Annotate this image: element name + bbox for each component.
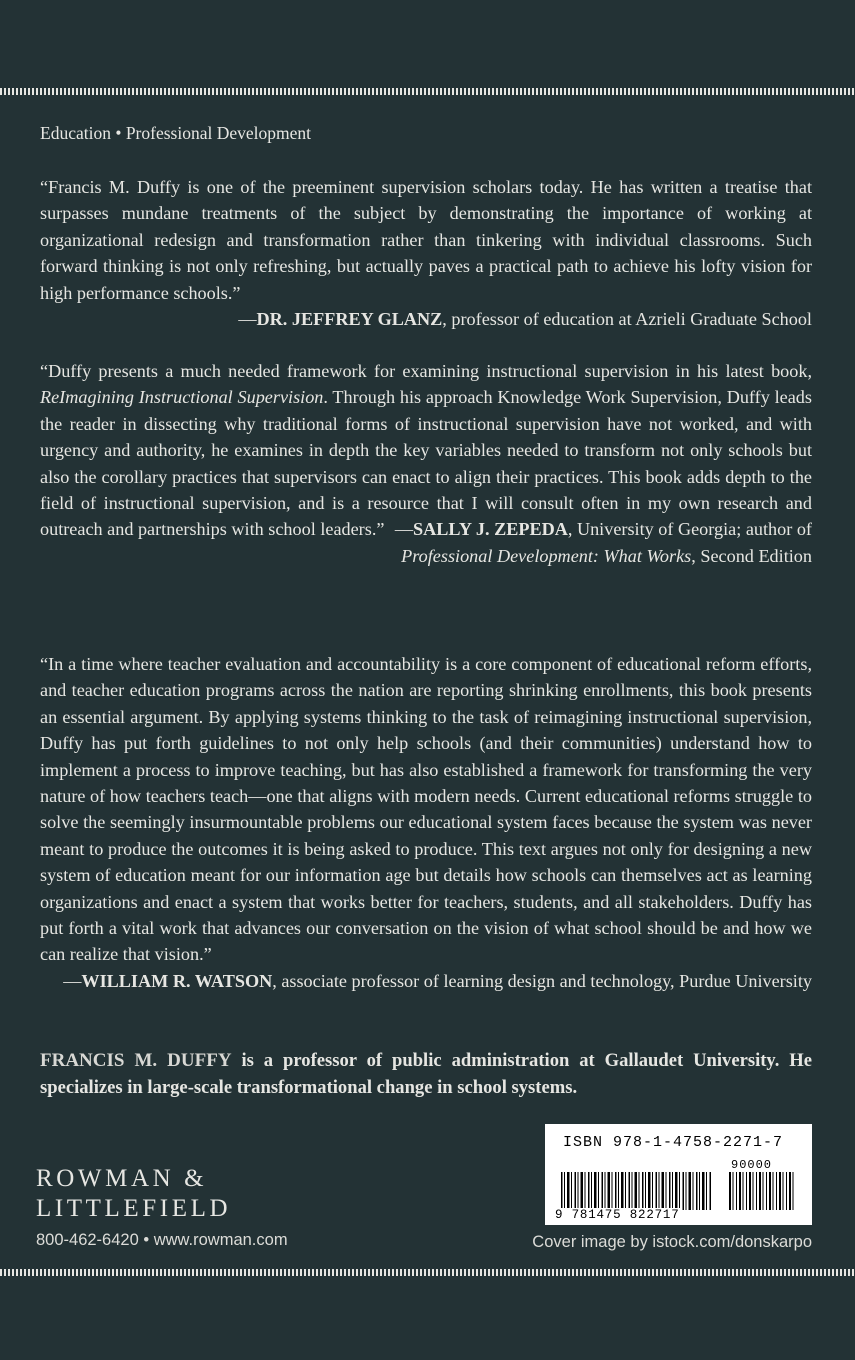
endorsement-2-attribution xyxy=(395,516,812,542)
attribution-dash: — xyxy=(394,519,414,540)
endorsement-2-text xyxy=(40,358,812,543)
author-bio-text: is a professor of public administration at Gallaudet University. He specializes in large-scale transformational change in school systems. xyxy=(40,1050,812,1098)
endorsement-3-text: “In a time where teacher evaluation and accountability is a core component of educational reform efforts, and teacher education programs across the nation are reporting shrinking enrollments, this book presents an essential argument. By applying systems thinking to the task of reimagining instructional supervision, Duffy has put forth guidelines to not only help schools (and their communities) understand how to implement a process to improve teaching, but has also established a framework for transforming the very nature of how teachers teach—one that aligns with modern needs. Current educational reforms struggle to solve the seemingly insurmountable problems our educational system faces because the system was never meant to produce the outcomes it is being asked to produce. This text argues not only for designing a new system of education meant for our information age but details how schools can themselves act as learning organizations and enact a system that works better for teachers, students, and all stakeholders. Duffy has put forth a vital work that advances our conversation on the vision of what school should be and how we can realize that vision.” xyxy=(40,654,812,965)
endorsement-1-text: “Francis M. Duffy is one of the preeminent supervision scholars today. He has written a treatise that surpasses mundane treatments of the subject by demonstrating the importance of working at organizational redesign and transformation rather than tinkering with individual classrooms. Such forward thinking is not only refreshing, but actually paves a practical path to achieve his lofty vision for high performance schools.” xyxy=(40,177,812,303)
price-code: 90000 xyxy=(731,1158,773,1172)
endorser-name: DR. JEFFREY GLANZ xyxy=(256,309,443,330)
endorser-affiliation: , associate professor of learning design and technology, Purdue University xyxy=(272,970,812,991)
endorser-affiliation: , professor of education at Azrieli Graduate School xyxy=(442,309,812,330)
endorsement-2-text-b: . Through his approach Knowledge Work Supervision, Duffy leads the reader in dissecting why traditional forms of instructional supervision have not worked, and with urgency and authority, he examines in depth the key variables needed to transform not only schools but also the corollary practices that supervisors can enact to align their practices. This book adds depth to the field of instructional supervision, and is a resource that I will consult often in my own research and outreach and partnerships with school leaders.” xyxy=(40,387,812,540)
top-dashed-border xyxy=(0,88,855,95)
isbn-number: ISBN 978-1-4758-2271-7 xyxy=(563,1134,784,1151)
endorser-affiliation: , University of Georgia; author of xyxy=(567,519,812,540)
endorsement-3-attribution xyxy=(40,968,812,994)
endorsement-1-attribution xyxy=(40,306,812,332)
endorser-work-edition: , Second Edition xyxy=(691,545,812,566)
endorsement-2 xyxy=(40,358,812,569)
publisher-contact: 800-462-6420 • www.rowman.com xyxy=(36,1231,288,1249)
endorsement-3 xyxy=(40,651,812,994)
isbn-barcode xyxy=(545,1124,812,1225)
endorser-name: SALLY J. ZEPEDA xyxy=(413,519,568,540)
barcode-digits: 9 781475 822717 xyxy=(555,1208,680,1222)
endorser-name: WILLIAM R. WATSON xyxy=(81,970,273,991)
publisher-name-line2: LITTLEFIELD xyxy=(36,1195,232,1222)
price-bars xyxy=(729,1172,795,1210)
endorser-work: Professional Development: What Works xyxy=(401,545,692,566)
ean-bars xyxy=(561,1172,711,1210)
publisher-logo xyxy=(36,1164,231,1224)
endorsement-2-text-a: “Duffy presents a much needed framework for examining instructional supervision in his latest book, xyxy=(40,361,812,381)
author-bio xyxy=(40,1047,812,1101)
endorser-work-line xyxy=(40,543,812,569)
publisher-name-line1: ROWMAN & xyxy=(36,1165,208,1192)
endorsement-1 xyxy=(40,174,812,332)
attribution-dash: — xyxy=(238,309,257,330)
category-label: Education • Professional Development xyxy=(40,123,311,143)
cover-credit: Cover image by istock.com/donskarpo xyxy=(532,1233,812,1251)
book-title: ReImagining Instructional Supervision xyxy=(40,387,324,408)
bottom-dashed-border xyxy=(0,1269,855,1276)
attribution-dash: — xyxy=(63,970,82,991)
author-name: FRANCIS M. DUFFY xyxy=(40,1050,232,1071)
